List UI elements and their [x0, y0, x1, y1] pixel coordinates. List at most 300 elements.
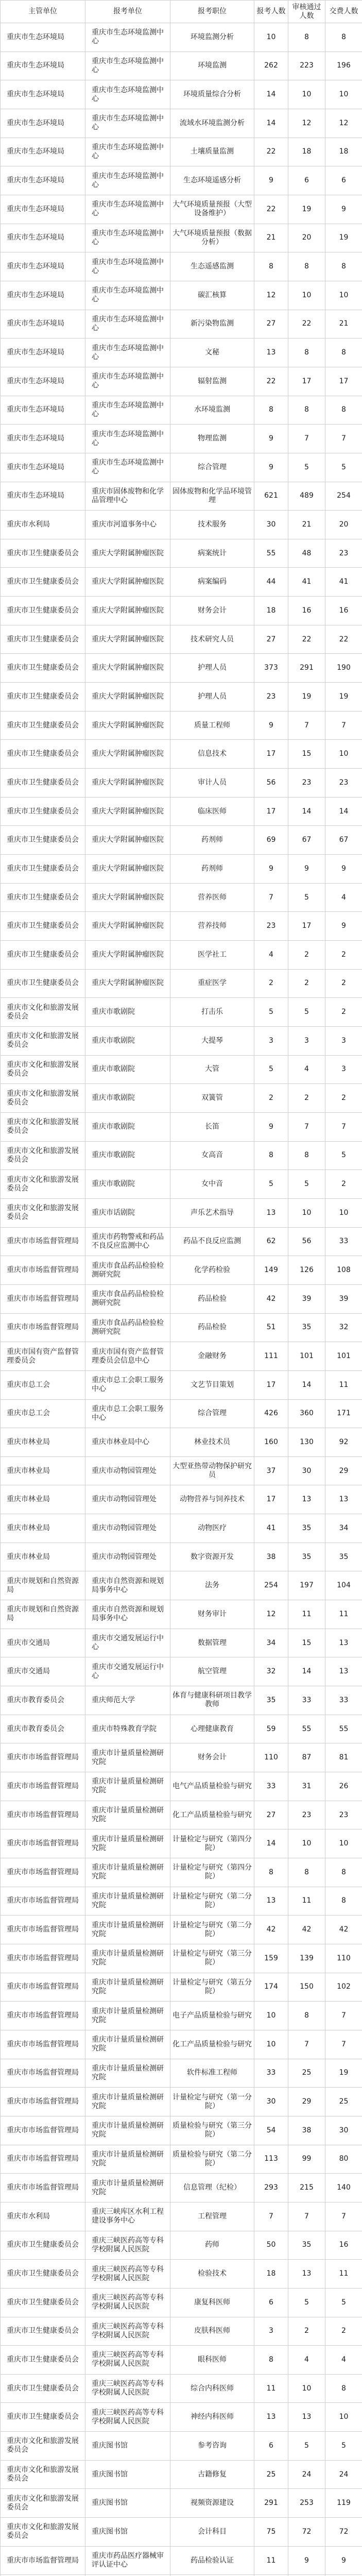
applicant-count-cell: 7: [254, 2202, 288, 2231]
applicant-count-cell: 254: [254, 1571, 288, 1600]
paid-count-cell: 32: [325, 1313, 362, 1342]
table-row: [1, 2030, 362, 2059]
table-row: [1, 654, 362, 683]
applicant-count-cell: 22: [254, 195, 288, 224]
approved-count-cell: 4: [288, 2346, 325, 2375]
applying-unit-cell: 重庆大学附属肿瘤医院: [85, 769, 170, 798]
applying-unit-cell: 重庆市生态环境监测中心: [85, 224, 170, 252]
applying-unit-cell: 重庆大学附属肿瘤医院: [85, 826, 170, 855]
paid-count-cell: 196: [325, 52, 362, 80]
supervising-unit-cell: 重庆市市场监督管理局: [1, 1829, 85, 1858]
supervising-unit-cell: 重庆市文化和旅游发展委员会: [1, 1198, 85, 1227]
applicant-count-cell: 32: [254, 1657, 288, 1686]
approved-count-cell: 10: [288, 1198, 325, 1227]
paid-count-cell: 16: [325, 2231, 362, 2260]
approved-count-cell: 4: [288, 1055, 325, 1084]
approved-count-cell: 101: [288, 1342, 325, 1371]
paid-count-cell: 67: [325, 826, 362, 855]
supervising-unit-cell: 重庆市市场监督管理局: [1, 2002, 85, 2030]
table-row: [1, 367, 362, 396]
applicant-count-cell: 34: [254, 1629, 288, 1657]
table-row: [1, 2546, 362, 2575]
approved-count-cell: 39: [288, 1284, 325, 1313]
table-row: [1, 2403, 362, 2432]
paid-count-cell: 34: [325, 1514, 362, 1543]
position-cell: 电气产品质量检验与研究: [170, 1772, 254, 1801]
approved-count-cell: 8: [288, 252, 325, 281]
applying-unit-cell: 重庆市话剧院: [85, 1198, 170, 1227]
paid-count-cell: 9: [325, 855, 362, 884]
position-cell: 营养医师: [170, 883, 254, 912]
applicant-count-cell: 111: [254, 1342, 288, 1371]
paid-count-cell: 8: [325, 1887, 362, 1916]
approved-count-cell: 7: [288, 425, 325, 453]
applying-unit-cell: 重庆大学附属肿瘤医院: [85, 969, 170, 998]
applying-unit-cell: 重庆市歌剧院: [85, 1026, 170, 1055]
paid-count-cell: 3: [325, 1026, 362, 1055]
table-row: [1, 1657, 362, 1686]
header-supervising-unit: 主管单位: [1, 1, 85, 23]
position-cell: 金融财务: [170, 1342, 254, 1371]
position-cell: 药品不良反应监测: [170, 1227, 254, 1256]
paid-count-cell: 9: [325, 2546, 362, 2575]
paid-count-cell: 72: [325, 2518, 362, 2547]
table-row: [1, 711, 362, 740]
paid-count-cell: 2: [325, 1084, 362, 1113]
applicant-count-cell: 23: [254, 683, 288, 711]
supervising-unit-cell: 重庆市水利局: [1, 2202, 85, 2231]
paid-count-cell: 8: [325, 252, 362, 281]
position-cell: 电子产品质量检验与研究: [170, 2002, 254, 2030]
approved-count-cell: 5: [288, 453, 325, 482]
position-cell: 新污染物监测: [170, 310, 254, 338]
applicant-count-cell: 30: [254, 511, 288, 539]
applicant-count-cell: 55: [254, 539, 288, 568]
applying-unit-cell: 重庆三峡医药高等专科学校附属人民医院: [85, 2403, 170, 2432]
applicant-count-cell: 110: [254, 1743, 288, 1772]
applicant-count-cell: 69: [254, 826, 288, 855]
supervising-unit-cell: 重庆市生态环境局: [1, 224, 85, 252]
approved-count-cell: 215: [288, 2174, 325, 2202]
table-row: [1, 1858, 362, 1887]
supervising-unit-cell: 重庆市交通局: [1, 1657, 85, 1686]
table-body: [1, 23, 362, 2576]
paid-count-cell: 110: [325, 1944, 362, 1973]
table-row: [1, 1342, 362, 1371]
applicant-count-cell: 8: [254, 1858, 288, 1887]
applying-unit-cell: 重庆市河道事务中心: [85, 511, 170, 539]
applying-unit-cell: 重庆大学附属肿瘤医院: [85, 654, 170, 683]
position-cell: 工程管理: [170, 2202, 254, 2231]
applicant-count-cell: 426: [254, 1399, 288, 1428]
position-cell: 化工产品质量检验与研究: [170, 2030, 254, 2059]
applicant-count-cell: 62: [254, 1227, 288, 1256]
approved-count-cell: 87: [288, 1743, 325, 1772]
table-row: [1, 2346, 362, 2375]
paid-count-cell: 7: [325, 425, 362, 453]
position-cell: 药师: [170, 2231, 254, 2260]
applicant-count-cell: 9: [254, 855, 288, 884]
supervising-unit-cell: 重庆市文化和旅游发展委员会: [1, 998, 85, 1027]
position-cell: 审计人员: [170, 769, 254, 798]
paid-count-cell: 55: [325, 1715, 362, 1743]
table-row: [1, 1973, 362, 2002]
paid-count-cell: 8: [325, 338, 362, 367]
approved-count-cell: 18: [288, 138, 325, 166]
supervising-unit-cell: 重庆市生态环境局: [1, 252, 85, 281]
supervising-unit-cell: 重庆市文化和旅游发展委员会: [1, 1026, 85, 1055]
supervising-unit-cell: 重庆市卫生健康委员会: [1, 855, 85, 884]
applicant-count-cell: 38: [254, 1543, 288, 1571]
applicant-count-cell: 23: [254, 912, 288, 941]
table-row: [1, 1084, 362, 1113]
approved-count-cell: 30: [288, 1456, 325, 1485]
supervising-unit-cell: 重庆市文化和旅游发展委员会: [1, 1170, 85, 1199]
paid-count-cell: 33: [325, 1227, 362, 1256]
approved-count-cell: 223: [288, 52, 325, 80]
position-cell: 计量检定与研究（第四分院）: [170, 1829, 254, 1858]
supervising-unit-cell: 重庆市规划和自然资源局: [1, 1571, 85, 1600]
table-row: [1, 338, 362, 367]
applying-unit-cell: 重庆市计量质量检测研究院: [85, 1829, 170, 1858]
table-row: [1, 2489, 362, 2518]
approved-count-cell: 12: [288, 109, 325, 138]
table-row: [1, 2432, 362, 2461]
table-row: [1, 109, 362, 138]
header-applicant-count: 报考人数: [254, 1, 288, 23]
supervising-unit-cell: 重庆市市场监督管理局: [1, 1973, 85, 2002]
supervising-unit-cell: 重庆市市场监督管理局: [1, 2145, 85, 2174]
position-cell: 流域水环境监测分析: [170, 109, 254, 138]
table-row: [1, 941, 362, 970]
approved-count-cell: 5: [288, 1170, 325, 1199]
approved-count-cell: 2: [288, 1084, 325, 1113]
approved-count-cell: 31: [288, 1772, 325, 1801]
supervising-unit-cell: 重庆市市场监督管理局: [1, 1916, 85, 1944]
position-cell: 女中音: [170, 1170, 254, 1199]
applying-unit-cell: 重庆市计量质量检测研究院: [85, 1916, 170, 1944]
position-cell: 数字资源开发: [170, 1543, 254, 1571]
position-cell: 计量检定与研究（第四分院）: [170, 1858, 254, 1887]
supervising-unit-cell: 重庆市市场监督管理局: [1, 2059, 85, 2088]
position-cell: 女高音: [170, 1141, 254, 1170]
applicant-count-cell: 12: [254, 281, 288, 310]
table-row: [1, 310, 362, 338]
paid-count-cell: 9: [325, 912, 362, 941]
approved-count-cell: 35: [288, 1514, 325, 1543]
supervising-unit-cell: 重庆市生态环境局: [1, 453, 85, 482]
table-row: [1, 855, 362, 884]
position-cell: 化学药检验: [170, 1256, 254, 1285]
table-row: [1, 1141, 362, 1170]
approved-count-cell: 13: [288, 2403, 325, 2432]
applying-unit-cell: 重庆市歌剧院: [85, 1112, 170, 1141]
supervising-unit-cell: 重庆市卫生健康委员会: [1, 2260, 85, 2289]
approved-count-cell: 360: [288, 1399, 325, 1428]
position-cell: 法务: [170, 1571, 254, 1600]
position-cell: 大提琴: [170, 1026, 254, 1055]
table-row: [1, 1543, 362, 1571]
applying-unit-cell: 重庆图书馆: [85, 2460, 170, 2489]
table-row: [1, 2260, 362, 2289]
table-row: [1, 453, 362, 482]
approved-count-cell: 7: [288, 1112, 325, 1141]
applicant-count-cell: 42: [254, 1284, 288, 1313]
applicant-count-cell: 14: [254, 1829, 288, 1858]
supervising-unit-cell: 重庆市林业局: [1, 1543, 85, 1571]
applying-unit-cell: 重庆市生态环境监测中心: [85, 281, 170, 310]
table-row: [1, 597, 362, 625]
table-row: [1, 1055, 362, 1084]
applying-unit-cell: 重庆市生态环境监测中心: [85, 52, 170, 80]
table-row: [1, 2460, 362, 2489]
approved-count-cell: 17: [288, 912, 325, 941]
supervising-unit-cell: 重庆市卫生健康委员会: [1, 883, 85, 912]
position-cell: 碳汇核算: [170, 281, 254, 310]
applicant-count-cell: 54: [254, 2116, 288, 2145]
position-cell: 营养技师: [170, 912, 254, 941]
supervising-unit-cell: 重庆市卫生健康委员会: [1, 769, 85, 798]
approved-count-cell: 9: [288, 855, 325, 884]
applying-unit-cell: 重庆市生态环境监测中心: [85, 80, 170, 109]
position-cell: 参考咨询: [170, 2432, 254, 2461]
applicant-count-cell: 17: [254, 1485, 288, 1514]
table-row: [1, 1571, 362, 1600]
approved-count-cell: 5: [288, 998, 325, 1027]
approved-count-cell: 16: [288, 597, 325, 625]
position-cell: 生态环境遥感分析: [170, 166, 254, 195]
paid-count-cell: 92: [325, 1428, 362, 1457]
table-row: [1, 1686, 362, 1715]
table-row: [1, 396, 362, 425]
approved-count-cell: 29: [288, 2088, 325, 2116]
paid-count-cell: 101: [325, 1342, 362, 1371]
supervising-unit-cell: 重庆市林业局: [1, 1485, 85, 1514]
applicant-count-cell: 9: [254, 166, 288, 195]
position-cell: 神经内科医师: [170, 2403, 254, 2432]
approved-count-cell: 14: [288, 1657, 325, 1686]
paid-count-cell: 41: [325, 568, 362, 597]
supervising-unit-cell: 重庆市文化和旅游发展委员会: [1, 1112, 85, 1141]
applying-unit-cell: 重庆市总工会职工服务中心: [85, 1399, 170, 1428]
applicant-count-cell: 8: [254, 2346, 288, 2375]
applicant-count-cell: 13: [254, 338, 288, 367]
approved-count-cell: 6: [288, 166, 325, 195]
position-cell: 文秘: [170, 338, 254, 367]
supervising-unit-cell: 重庆市生态环境局: [1, 482, 85, 511]
position-cell: 病案编码: [170, 568, 254, 597]
applicant-count-cell: 27: [254, 1801, 288, 1829]
applicant-count-cell: 291: [254, 2489, 288, 2518]
paid-count-cell: 19: [325, 2059, 362, 2088]
approved-count-cell: 17: [288, 367, 325, 396]
paid-count-cell: 19: [325, 224, 362, 252]
position-cell: 财务会计: [170, 597, 254, 625]
table-row: [1, 2374, 362, 2403]
paid-count-cell: 80: [325, 2145, 362, 2174]
applying-unit-cell: 重庆三峡医药高等专科学校附属人民医院: [85, 2346, 170, 2375]
paid-count-cell: 5: [325, 453, 362, 482]
table-row: [1, 1514, 362, 1543]
applying-unit-cell: 重庆三峡医药高等专科学校附属人民医院: [85, 2288, 170, 2317]
applying-unit-cell: 重庆市总工会职工服务中心: [85, 1370, 170, 1399]
applying-unit-cell: 重庆市歌剧院: [85, 1170, 170, 1199]
applying-unit-cell: 重庆市生态环境监测中心: [85, 367, 170, 396]
approved-count-cell: 5: [288, 2288, 325, 2317]
paid-count-cell: 10: [325, 281, 362, 310]
table-row: [1, 1370, 362, 1399]
applying-unit-cell: 重庆市动物园管理处: [85, 1543, 170, 1571]
table-row: [1, 1256, 362, 1285]
table-row: [1, 1629, 362, 1657]
table-row: [1, 80, 362, 109]
applying-unit-cell: 重庆大学附属肿瘤医院: [85, 597, 170, 625]
applicant-count-cell: 9: [254, 1112, 288, 1141]
applicant-count-cell: 10: [254, 23, 288, 52]
approved-count-cell: 19: [288, 683, 325, 711]
applicant-count-cell: 37: [254, 1456, 288, 1485]
paid-count-cell: 102: [325, 1973, 362, 2002]
position-cell: 文艺节目策划: [170, 1370, 254, 1399]
table-row: [1, 539, 362, 568]
approved-count-cell: 38: [288, 2116, 325, 2145]
approved-count-cell: 10: [288, 1829, 325, 1858]
paid-count-cell: 2: [325, 941, 362, 970]
applying-unit-cell: 重庆大学附属肿瘤医院: [85, 797, 170, 826]
position-cell: 临床医师: [170, 797, 254, 826]
paid-count-cell: 108: [325, 1256, 362, 1285]
applying-unit-cell: 重庆市固体废物和化学品管理中心: [85, 482, 170, 511]
applicant-count-cell: 30: [254, 2088, 288, 2116]
approved-count-cell: 8: [288, 2002, 325, 2030]
applicant-count-cell: 51: [254, 1313, 288, 1342]
table-row: [1, 1772, 362, 1801]
applicant-count-cell: 3: [254, 1026, 288, 1055]
applicant-count-cell: 13: [254, 1887, 288, 1916]
supervising-unit-cell: 重庆市卫生健康委员会: [1, 597, 85, 625]
supervising-unit-cell: 重庆市文化和旅游发展委员会: [1, 2518, 85, 2547]
approved-count-cell: 23: [288, 769, 325, 798]
paid-count-cell: 10: [325, 1829, 362, 1858]
approved-count-cell: 15: [288, 1629, 325, 1657]
supervising-unit-cell: 重庆市生态环境局: [1, 425, 85, 453]
paid-count-cell: 30: [325, 2116, 362, 2145]
paid-count-cell: 23: [325, 539, 362, 568]
approved-count-cell: 21: [288, 511, 325, 539]
table-row: [1, 166, 362, 195]
position-cell: 大管: [170, 1055, 254, 1084]
position-cell: 航空管理: [170, 1657, 254, 1686]
supervising-unit-cell: 重庆市生态环境局: [1, 195, 85, 224]
applicant-count-cell: 6: [254, 2288, 288, 2317]
paid-count-cell: 33: [325, 1686, 362, 1715]
position-cell: 计量检定与研究（第二分院）: [170, 1916, 254, 1944]
approved-count-cell: 3: [288, 1026, 325, 1055]
approved-count-cell: 253: [288, 2489, 325, 2518]
position-cell: 体育与健康科研项目教学教师: [170, 1686, 254, 1715]
applying-unit-cell: 重庆市计量质量检测研究院: [85, 2030, 170, 2059]
table-row: [1, 1170, 362, 1199]
position-cell: 环境监测分析: [170, 23, 254, 52]
supervising-unit-cell: 重庆市生态环境局: [1, 338, 85, 367]
table-row: [1, 2518, 362, 2547]
supervising-unit-cell: 重庆市卫生健康委员会: [1, 740, 85, 769]
table-row: [1, 1198, 362, 1227]
applying-unit-cell: 重庆市计量质量检测研究院: [85, 2088, 170, 2116]
supervising-unit-cell: 重庆市卫生健康委员会: [1, 912, 85, 941]
position-cell: 计量检定与研究（第五分院）: [170, 1973, 254, 2002]
applicant-count-cell: 5: [254, 1170, 288, 1199]
approved-count-cell: 11: [288, 1887, 325, 1916]
table-row: [1, 2002, 362, 2030]
applicant-count-cell: 27: [254, 625, 288, 654]
position-cell: 心理健康教育: [170, 1715, 254, 1743]
paid-count-cell: 254: [325, 482, 362, 511]
applying-unit-cell: 重庆市生态环境监测中心: [85, 109, 170, 138]
approved-count-cell: 13: [288, 1485, 325, 1514]
table-row: [1, 1428, 362, 1457]
header-paid-count: 交费人数: [325, 1, 362, 23]
supervising-unit-cell: 重庆市水利局: [1, 511, 85, 539]
table-row: [1, 1829, 362, 1858]
applicant-count-cell: 174: [254, 1973, 288, 2002]
supervising-unit-cell: 重庆市市场监督管理局: [1, 1256, 85, 1285]
position-cell: 古籍修复: [170, 2460, 254, 2489]
paid-count-cell: 13: [325, 1657, 362, 1686]
position-cell: 环境质量综合分析: [170, 80, 254, 109]
supervising-unit-cell: 重庆市市场监督管理局: [1, 1772, 85, 1801]
paid-count-cell: 171: [325, 1399, 362, 1428]
applying-unit-cell: 重庆大学附属肿瘤医院: [85, 912, 170, 941]
applying-unit-cell: 重庆市交通发展运行中心: [85, 1657, 170, 1686]
table-row: [1, 2059, 362, 2088]
supervising-unit-cell: 重庆市文化和旅游发展委员会: [1, 2460, 85, 2489]
position-cell: 信息管理（纪检）: [170, 2174, 254, 2202]
approved-count-cell: 41: [288, 568, 325, 597]
paid-count-cell: 10: [325, 740, 362, 769]
paid-count-cell: 39: [325, 1284, 362, 1313]
applying-unit-cell: 重庆市计量质量检测研究院: [85, 2145, 170, 2174]
position-cell: 计量检定与研究（第三分院）: [170, 1944, 254, 1973]
applying-unit-cell: 重庆市歌剧院: [85, 1084, 170, 1113]
applicant-count-cell: 10: [254, 2002, 288, 2030]
table-row: [1, 2317, 362, 2346]
approved-count-cell: 10: [288, 2374, 325, 2403]
position-cell: 水环境监测: [170, 396, 254, 425]
supervising-unit-cell: 重庆市卫生健康委员会: [1, 797, 85, 826]
paid-count-cell: 29: [325, 1456, 362, 1485]
applying-unit-cell: 重庆市生态环境监测中心: [85, 310, 170, 338]
applicant-count-cell: 9: [254, 711, 288, 740]
paid-count-cell: 6: [325, 166, 362, 195]
position-cell: 综合管理: [170, 1399, 254, 1428]
approved-count-cell: 24: [288, 2460, 325, 2489]
position-cell: 质量检验与研究（第三分院）: [170, 2116, 254, 2145]
approved-count-cell: 13: [288, 2260, 325, 2289]
applicant-count-cell: 293: [254, 2174, 288, 2202]
applicant-count-cell: 9: [254, 453, 288, 482]
paid-count-cell: 5: [325, 2288, 362, 2317]
paid-count-cell: 18: [325, 138, 362, 166]
supervising-unit-cell: 重庆市林业局: [1, 1456, 85, 1485]
table-row: [1, 224, 362, 252]
approved-count-cell: 7: [288, 711, 325, 740]
supervising-unit-cell: 重庆市林业局: [1, 1514, 85, 1543]
position-cell: 辐射监测: [170, 367, 254, 396]
applying-unit-cell: 重庆市计量质量检测研究院: [85, 1801, 170, 1829]
paid-count-cell: 119: [325, 2489, 362, 2518]
position-cell: 化工产品质量检验与研究: [170, 1801, 254, 1829]
